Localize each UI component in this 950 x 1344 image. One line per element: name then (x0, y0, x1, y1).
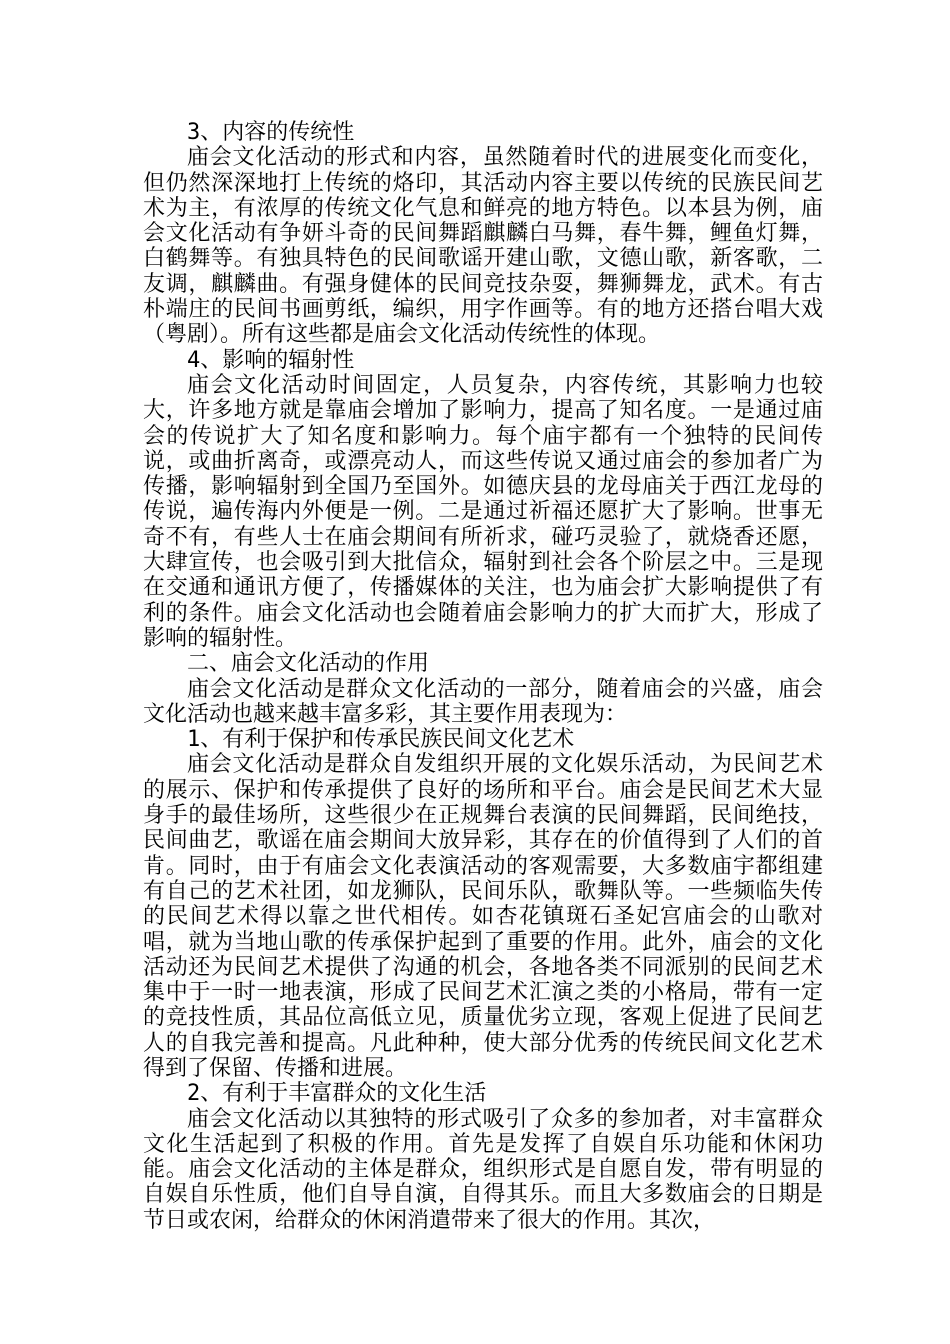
paragraph-enrich-life: 庙会文化活动以其独特的形式吸引了众多的参加者，对丰富群众文化生活起到了积极的作用。首先是发挥了自娱自乐功能和休闲功能。庙会文化活动的主体是群众，组织形式是自愿自发，带有明显的自娱自乐性质，他们自导自演，自得其乐。而且大多数庙会的日期是节日或农闲，给群众的休闲消遣带来了很大的作用。其次， (143, 1106, 823, 1233)
document-body (143, 120, 823, 1233)
paragraph-content-tradition: 庙会文化活动的形式和内容，虽然随着时代的进展变化而变化，但仍然深深地打上传统的烙印，其活动内容主要以传统的民族民间艺术为主，有浓厚的传统文化气息和鲜亮的地方特色。以本县为例，庙会文化活动有争妍斗奇的民间舞蹈麒麟白马舞，春牛舞，鲤鱼灯舞，白鹤舞等。有独具特色的民间歌谣开建山歌，文德山歌，新客歌，二友调，麒麟曲。有强身健体的民间竞技杂耍，舞狮舞龙，武术。有古朴端庄的民间书画剪纸，编织，用字作画等。有的地方还搭台唱大戏（粤剧）。所有这些都是庙会文化活动传统性的体现。 (143, 145, 823, 348)
section-heading-protect-heritage: 1、有利于保护和传承民族民间文化艺术 (187, 727, 575, 753)
section-heading-influence-radiation: 4、影响的辐射性 (187, 347, 355, 373)
chapter-heading-role: 二、庙会文化活动的作用 (187, 651, 430, 677)
section-heading-enrich-life: 2、有利于丰富群众的文化生活 (187, 1081, 487, 1107)
paragraph-role-intro: 庙会文化活动是群众文化活动的一部分，随着庙会的兴盛，庙会文化活动也越来越丰富多彩，其主要作用表现为： (143, 676, 823, 727)
section-heading-content-tradition: 3、内容的传统性 (187, 120, 355, 145)
paragraph-influence-radiation: 庙会文化活动时间固定，人员复杂，内容传统，其影响力也较大，许多地方就是靠庙会增加了影响力，提高了知名度。一是通过庙会的传说扩大了知名度和影响力。每个庙宇都有一个独特的民间传说，或曲折离奇，或漂亮动人，而这些传说又通过庙会的参加者广为传播，影响辐射到全国乃至国外。如德庆县的龙母庙关于西江龙母的传说，遍传海内外便是一例。二是通过祈福还愿扩大了影响。世事无奇不有，有些人士在庙会期间有所祈求，碰巧灵验了，就烧香还愿，大肆宣传，也会吸引到大批信众，辐射到社会各个阶层之中。三是现在交通和通讯方便了，传播媒体的关注，也为庙会扩大影响提供了有利的条件。庙会文化活动也会随着庙会影响力的扩大而扩大，形成了影响的辐射性。 (143, 372, 823, 651)
paragraph-protect-heritage: 庙会文化活动是群众自发组织开展的文化娱乐活动，为民间艺术的展示、保护和传承提供了良好的场所和平台。庙会是民间艺术大显身手的最佳场所，这些很少在正规舞台表演的民间舞蹈，民间绝技，民间曲艺，歌谣在庙会期间大放异彩，其存在的价值得到了人们的首肯。同时，由于有庙会文化表演活动的客观需要，大多数庙宇都组建有自己的艺术社团，如龙狮队，民间乐队，歌舞队等。一些频临失传的民间艺术得以靠之世代相传。如杏花镇斑石圣妃宫庙会的山歌对唱，就为当地山歌的传承保护起到了重要的作用。此外，庙会的文化活动还为民间艺术提供了沟通的机会，各地各类不同派别的民间艺术集中于一时一地表演，形成了民间艺术汇演之类的小格局，带有一定的竞技性质，其品位高低立见，质量优劣立现，客观上促进了民间艺人的自我完善和提高。凡此种种，使大部分优秀的传统民间文化艺术得到了保留、传播和进展。 (143, 752, 823, 1081)
